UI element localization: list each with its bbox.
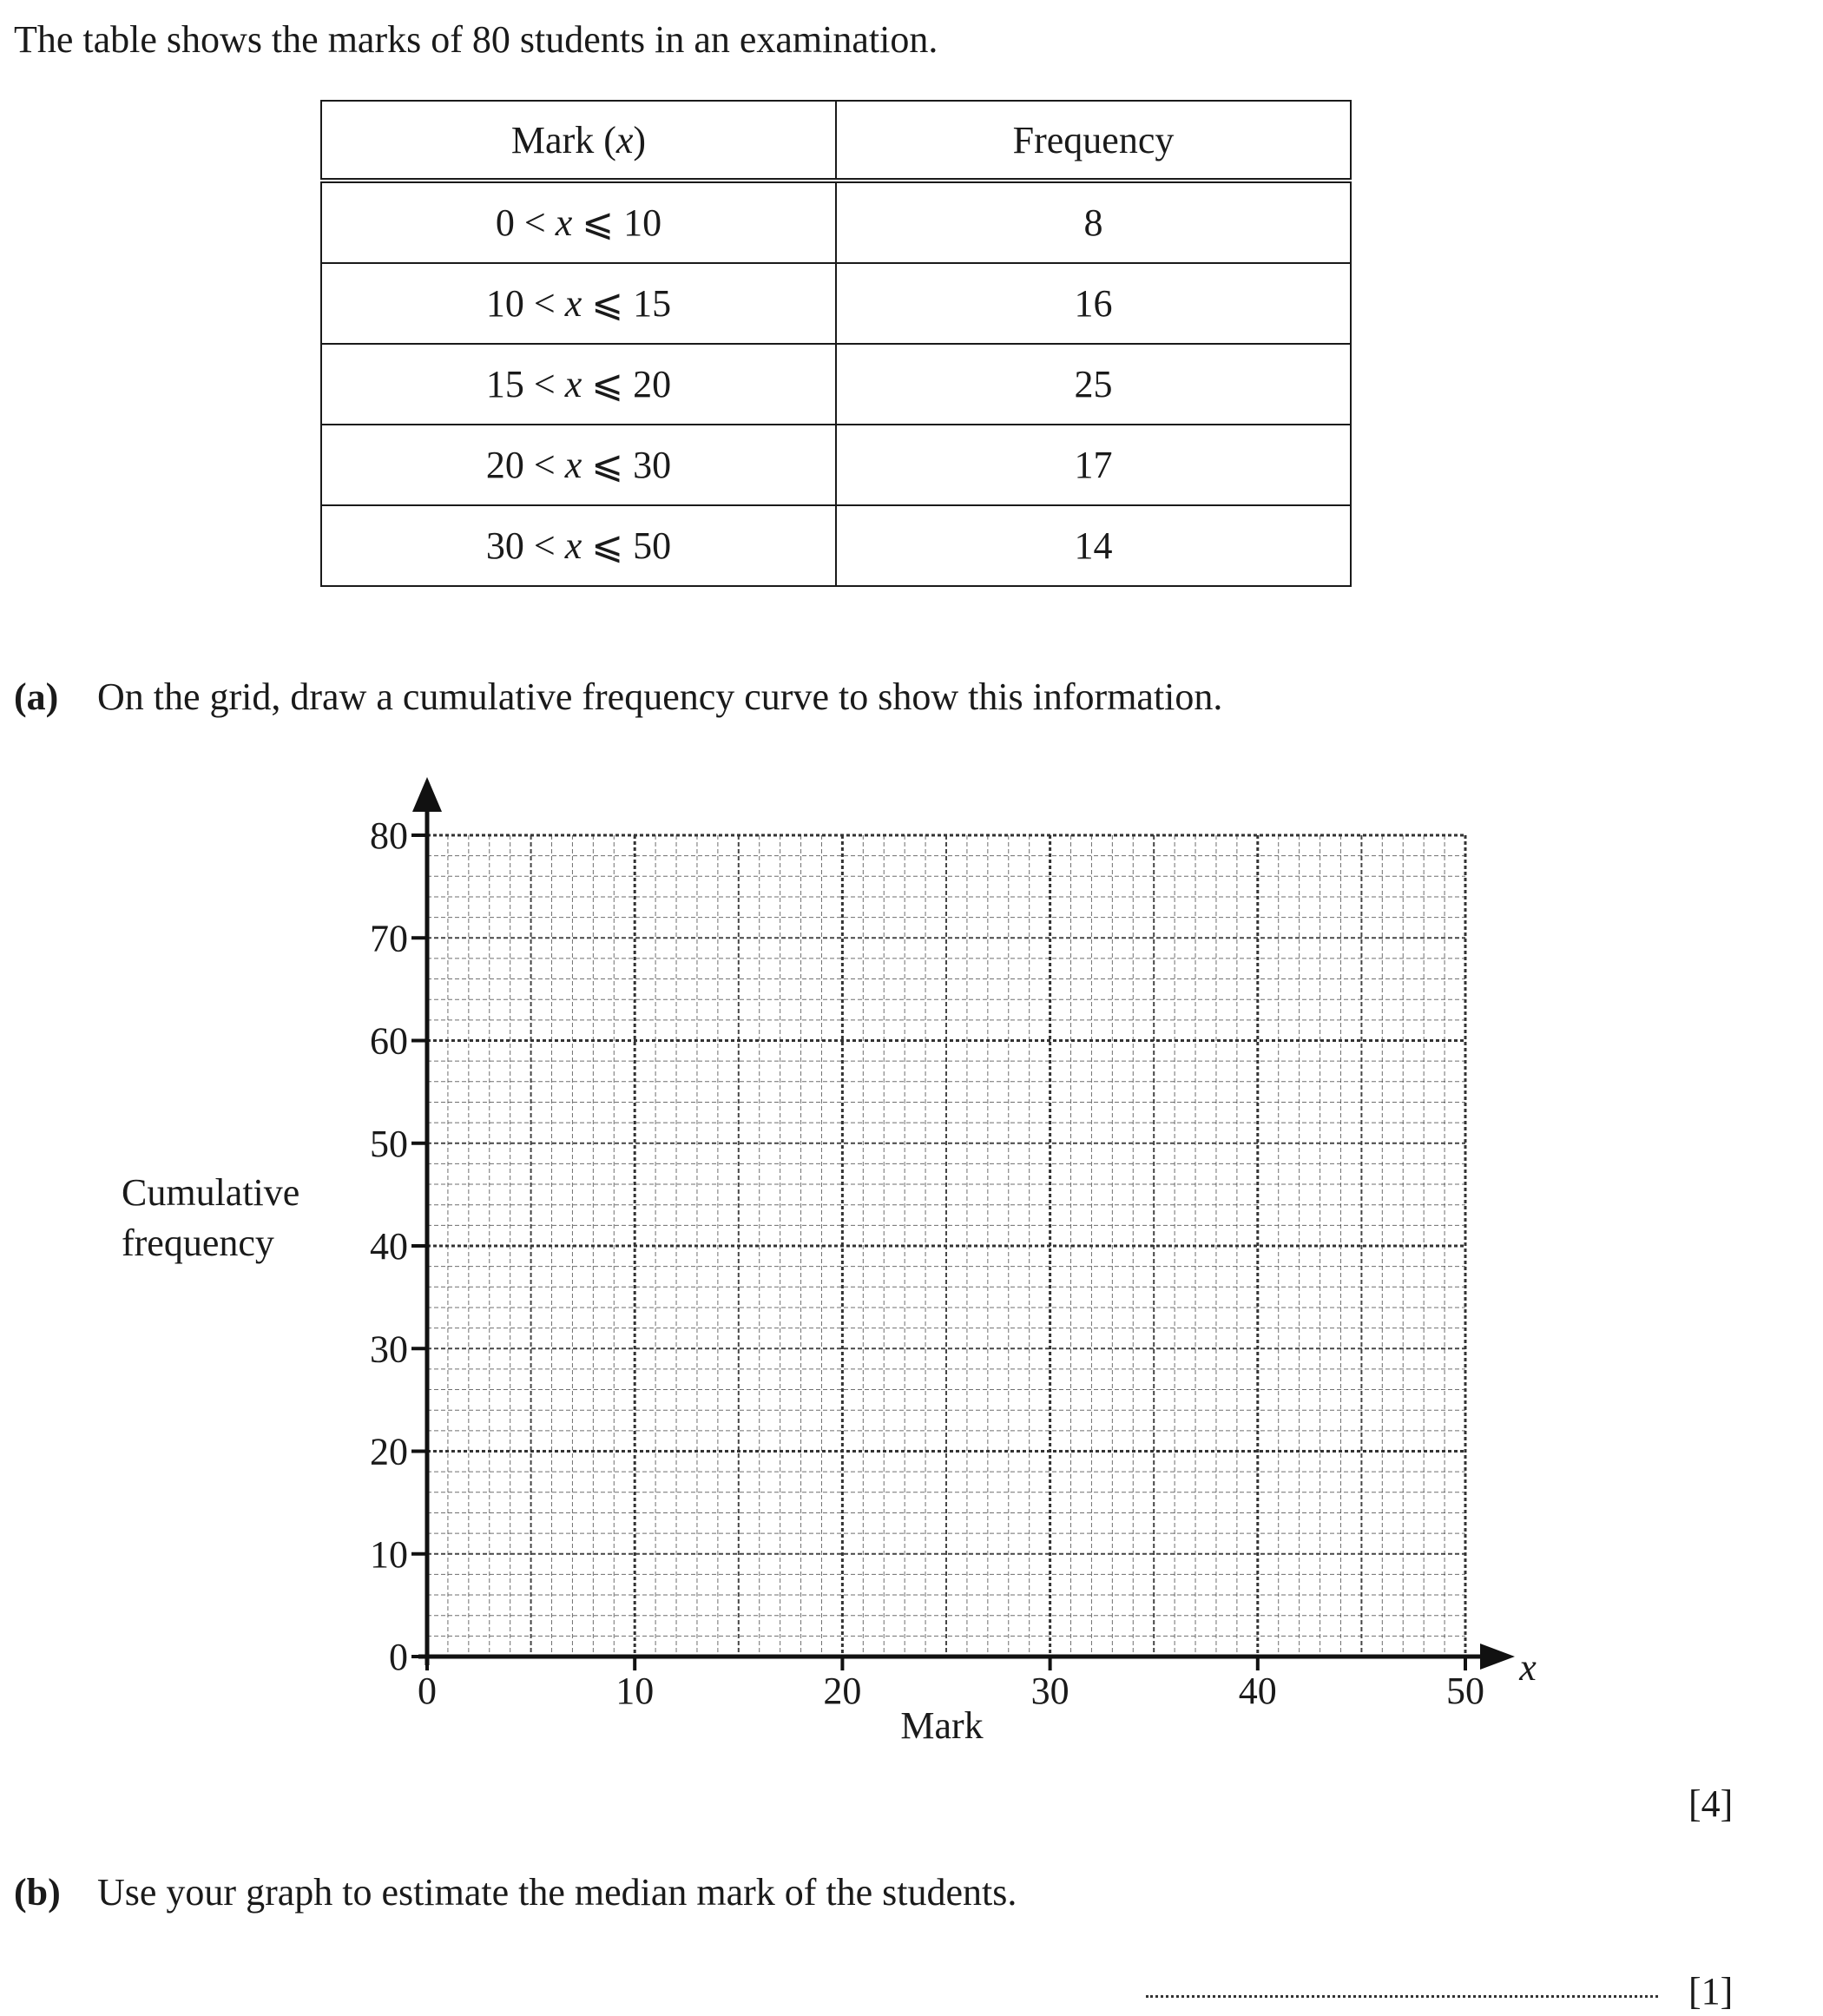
part-a-text: On the grid, draw a cumulative frequency curve to show this information. (97, 675, 1223, 718)
interval-low: 15 (485, 363, 524, 405)
interval-variable: x (564, 282, 582, 325)
y-tick-label: 50 (370, 1122, 408, 1165)
frequency-cell: 16 (836, 263, 1351, 344)
answer-line[interactable] (1146, 1995, 1658, 1998)
x-tick-label: 30 (1030, 1670, 1069, 1712)
mark-interval-cell: 10 < x ⩽ 15 (321, 263, 836, 344)
x-axis-symbol: x (1519, 1646, 1537, 1689)
y-tick-label: 0 (389, 1636, 408, 1678)
part-a-marks: [4] (1688, 1782, 1734, 1825)
mark-interval-cell: 20 < x ⩽ 30 (321, 425, 836, 505)
x-tick-label: 20 (823, 1670, 862, 1712)
frequency-cell: 17 (836, 425, 1351, 505)
mark-interval-cell: 0 < x ⩽ 10 (321, 181, 836, 263)
interval-high: 10 (623, 201, 662, 244)
y-tick-label: 10 (370, 1532, 408, 1576)
interval-variable: x (564, 524, 582, 567)
y-tick-label: 30 (370, 1328, 408, 1371)
y-tick-label: 40 (370, 1225, 408, 1268)
interval-low: 30 (485, 524, 524, 567)
frequency-cell: 14 (836, 505, 1351, 586)
interval-variable: x (564, 363, 582, 405)
y-axis-label-line-1: Cumulative (122, 1171, 300, 1214)
intro-text: The table shows the marks of 80 students in an examination. (14, 18, 938, 61)
x-tick-label: 0 (418, 1670, 437, 1712)
x-axis-arrow-icon (1480, 1644, 1515, 1670)
header-mark-label: Mark (x) (510, 118, 647, 161)
y-axis-arrow-icon (412, 777, 442, 812)
tick-marks (411, 835, 1465, 1670)
mark-interval-cell: 30 < x ⩽ 50 (321, 505, 836, 586)
x-tick-label: 40 (1238, 1670, 1277, 1712)
part-b-question (14, 1868, 1017, 1917)
interval-variable: x (555, 201, 573, 244)
frequency-cell: 8 (836, 181, 1351, 263)
part-b-marks: [1] (1688, 1970, 1734, 2013)
y-tick-label: 80 (370, 814, 408, 857)
interval-high: 50 (633, 524, 672, 567)
interval-low: 20 (485, 444, 524, 486)
interval-low: 0 (495, 201, 515, 244)
header-mark-variable: x (615, 118, 634, 161)
y-tick-label: 60 (370, 1019, 408, 1063)
interval-high: 15 (633, 282, 672, 325)
part-b-label: (b) (14, 1871, 61, 1914)
x-tick-label: 50 (1446, 1670, 1484, 1712)
interval-variable: x (564, 444, 582, 486)
axes (412, 777, 1515, 1670)
mark-interval-cell: 15 < x ⩽ 20 (321, 344, 836, 425)
interval-low: 10 (485, 282, 524, 325)
interval-high: 20 (633, 363, 672, 405)
header-frequency: Frequency (836, 101, 1351, 181)
y-axis-label-line-2: frequency (122, 1222, 274, 1264)
y-tick-label: 70 (370, 917, 408, 960)
x-tick-label: 10 (615, 1670, 655, 1712)
frequency-cell: 25 (836, 344, 1351, 425)
tick-labels (370, 814, 1484, 1712)
x-axis-label: Mark (900, 1704, 984, 1747)
part-a-label: (a) (14, 675, 59, 718)
y-tick-label: 20 (370, 1430, 408, 1473)
interval-high: 30 (633, 444, 672, 486)
part-b-text: Use your graph to estimate the median mark of the students. (97, 1871, 1017, 1914)
